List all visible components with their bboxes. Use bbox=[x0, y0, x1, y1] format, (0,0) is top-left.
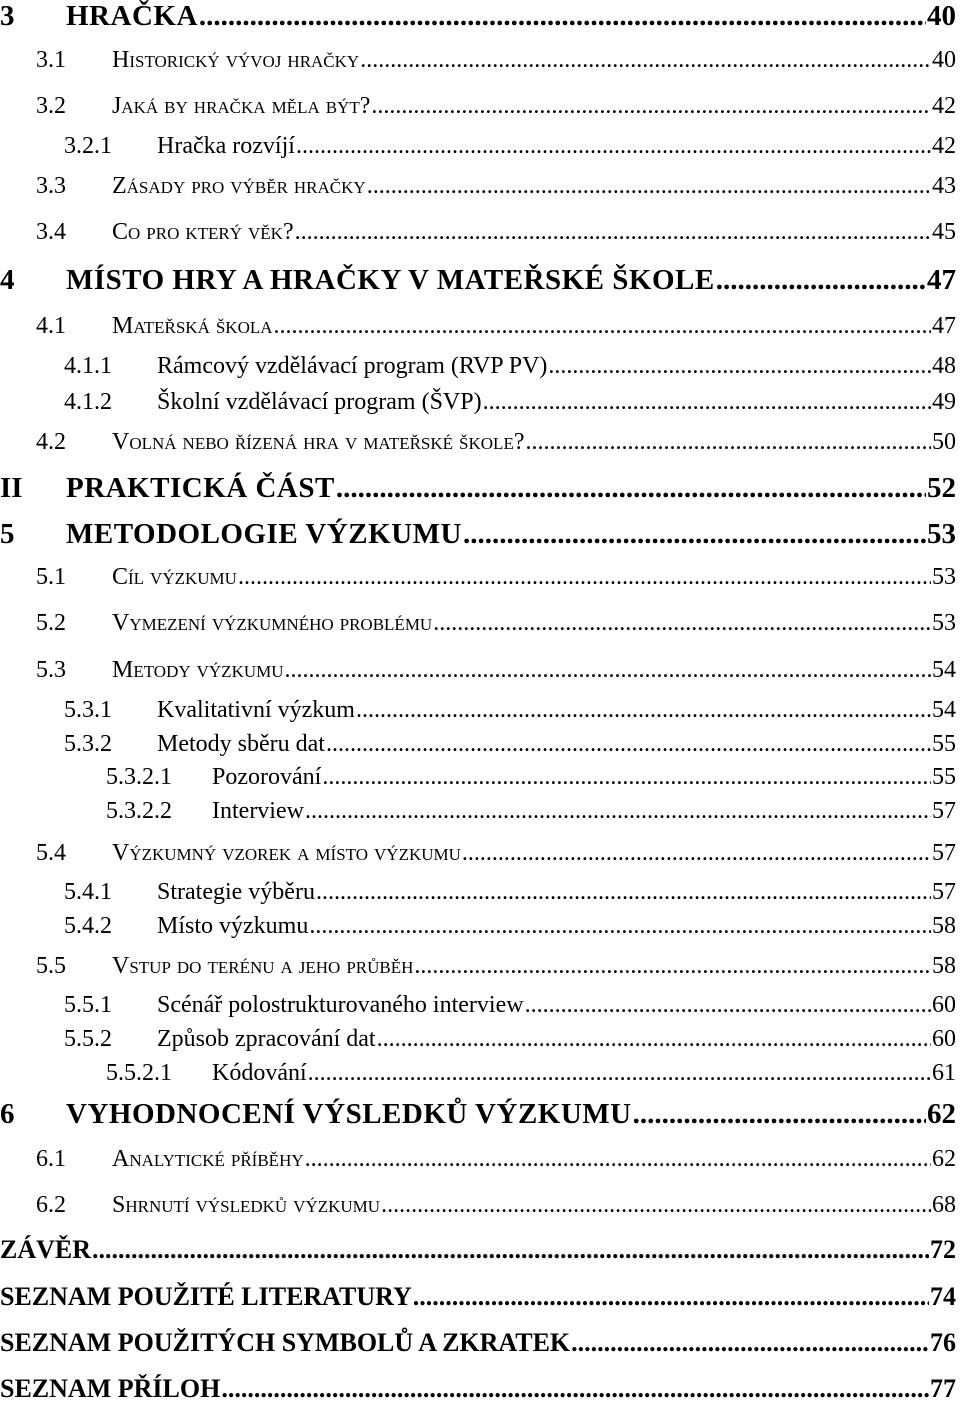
toc-entry[interactable] bbox=[0, 94, 956, 118]
toc-entry-title: HRAČKA bbox=[66, 0, 198, 32]
toc-entry-title: Rámcový vzdělávací program (RVP PV) bbox=[157, 353, 548, 379]
toc-entry-number: II bbox=[0, 472, 23, 504]
toc-entry[interactable] bbox=[0, 1193, 956, 1217]
toc-entry-title: Metody sběru dat bbox=[157, 731, 325, 757]
toc-entry-page-number: 60 bbox=[932, 1026, 956, 1052]
dot-leader bbox=[414, 954, 931, 978]
toc-entry[interactable] bbox=[0, 799, 956, 823]
toc-entry-number: 5.3.2.1 bbox=[106, 764, 172, 790]
toc-entry-title: Scénář polostrukturovaného interview bbox=[157, 992, 524, 1018]
toc-entry-page-number: 55 bbox=[932, 764, 956, 790]
toc-entry-page-number: 54 bbox=[932, 697, 956, 723]
toc-entry[interactable] bbox=[0, 880, 956, 904]
toc-entry-page-number: 52 bbox=[927, 472, 956, 504]
toc-entry-title: Metody výzkumu bbox=[112, 657, 284, 683]
toc-entry-page-number: 53 bbox=[932, 610, 956, 636]
toc-entry-number: 4.2 bbox=[36, 429, 66, 455]
toc-entry-title: Kvalitativní výzkum bbox=[157, 697, 355, 723]
toc-entry-number: 3.1 bbox=[36, 47, 66, 73]
toc-entry[interactable] bbox=[0, 48, 956, 72]
toc-entry[interactable] bbox=[0, 1100, 956, 1129]
toc-entry-number: 6.2 bbox=[36, 1192, 66, 1218]
toc-entry-title: SEZNAM POUŽITÉ LITERATURY bbox=[0, 1282, 412, 1311]
toc-entry-title: Výzkumný vzorek a místo výzkumu bbox=[112, 840, 461, 866]
toc-entry-number: 3 bbox=[0, 0, 15, 32]
toc-entry-number: 4.1.2 bbox=[64, 389, 112, 415]
toc-entry-title: Způsob zpracování dat bbox=[157, 1026, 376, 1052]
toc-entry-number: 5.1 bbox=[36, 564, 66, 590]
toc-entry-title: Hračka rozvíjí bbox=[157, 133, 295, 159]
toc-entry-title: Školní vzdělávací program (ŠVP) bbox=[157, 389, 482, 415]
toc-entry-title: Místo výzkumu bbox=[157, 913, 309, 939]
dot-leader bbox=[199, 2, 926, 31]
toc-entry-title: SEZNAM POUŽITÝCH SYMBOLŮ A ZKRATEK bbox=[0, 1328, 571, 1357]
dot-leader bbox=[305, 799, 931, 823]
toc-entry[interactable] bbox=[0, 314, 956, 338]
toc-entry-number: 5.4.1 bbox=[64, 879, 112, 905]
toc-entry-page-number: 47 bbox=[927, 264, 956, 296]
toc-entry-page-number: 60 bbox=[932, 992, 956, 1018]
dot-leader bbox=[274, 314, 931, 338]
toc-entry[interactable] bbox=[0, 993, 956, 1017]
dot-leader bbox=[309, 914, 931, 938]
toc-entry-page-number: 61 bbox=[932, 1060, 956, 1086]
toc-entry-number: 6 bbox=[0, 1098, 15, 1130]
toc-entry[interactable] bbox=[0, 2, 956, 31]
toc-entry-page-number: 62 bbox=[932, 1146, 956, 1172]
toc-entry-title: SEZNAM PŘÍLOH bbox=[0, 1374, 221, 1403]
dot-leader bbox=[371, 94, 931, 118]
toc-entry-number: 3.2 bbox=[36, 93, 66, 119]
toc-entry-number: 5.3.1 bbox=[64, 697, 112, 723]
toc-entry[interactable] bbox=[0, 1061, 956, 1085]
toc-entry-page-number: 77 bbox=[930, 1374, 956, 1403]
toc-entry-page-number: 57 bbox=[932, 798, 956, 824]
toc-entry-title: Interview bbox=[212, 798, 304, 824]
dot-leader bbox=[360, 48, 931, 72]
toc-entry[interactable] bbox=[0, 611, 956, 635]
dot-leader bbox=[413, 1284, 929, 1310]
dot-leader bbox=[571, 1330, 929, 1356]
toc-entry[interactable] bbox=[0, 134, 956, 158]
toc-entry[interactable] bbox=[0, 1147, 956, 1171]
toc-entry-number: 4.1.1 bbox=[64, 353, 112, 379]
toc-entry-title: VYHODNOCENÍ VÝSLEDKŮ VÝZKUMU bbox=[66, 1098, 632, 1130]
toc-entry-page-number: 58 bbox=[932, 913, 956, 939]
toc-entry[interactable] bbox=[0, 1376, 956, 1402]
dot-leader bbox=[548, 354, 931, 378]
toc-entry-page-number: 47 bbox=[932, 313, 956, 339]
toc-entry[interactable] bbox=[0, 266, 956, 295]
toc-entry[interactable] bbox=[0, 914, 956, 938]
toc-entry-number: 3.3 bbox=[36, 173, 66, 199]
dot-leader bbox=[92, 1237, 929, 1263]
dot-leader bbox=[433, 611, 931, 635]
toc-entry[interactable] bbox=[0, 765, 956, 789]
toc-entry-title: Zásady pro výběr hračky bbox=[112, 173, 366, 199]
toc-entry-title: Kódování bbox=[212, 1060, 307, 1086]
toc-entry-page-number: 45 bbox=[932, 219, 956, 245]
toc-entry-page-number: 43 bbox=[932, 173, 956, 199]
toc-entry-page-number: 57 bbox=[932, 879, 956, 905]
toc-entry-page-number: 53 bbox=[927, 518, 956, 550]
toc-entry-number: 5.5.2 bbox=[64, 1026, 112, 1052]
toc-entry[interactable] bbox=[0, 354, 956, 378]
dot-leader bbox=[322, 765, 931, 789]
toc-entry-number: 5.4 bbox=[36, 840, 66, 866]
toc-entry-number: 5.3.2 bbox=[64, 731, 112, 757]
toc-entry[interactable] bbox=[0, 658, 956, 682]
toc-entry[interactable] bbox=[0, 565, 956, 589]
toc-entry-number: 5.3.2.2 bbox=[106, 798, 172, 824]
dot-leader bbox=[296, 134, 931, 158]
dot-leader bbox=[716, 266, 926, 295]
dot-leader bbox=[633, 1100, 926, 1129]
toc-entry-page-number: 49 bbox=[932, 389, 956, 415]
toc-entry-page-number: 57 bbox=[932, 840, 956, 866]
toc-entry-title: Co pro který věk? bbox=[112, 219, 294, 245]
toc-entry-number: 4 bbox=[0, 264, 15, 296]
dot-leader bbox=[462, 841, 931, 865]
toc-entry[interactable] bbox=[0, 1284, 956, 1310]
dot-leader bbox=[221, 1376, 929, 1402]
toc-entry[interactable] bbox=[0, 698, 956, 722]
toc-entry-title: Shrnutí výsledků výzkumu bbox=[112, 1192, 381, 1218]
toc-entry-number: 5.5.1 bbox=[64, 992, 112, 1018]
dot-leader bbox=[285, 658, 931, 682]
dot-leader bbox=[483, 390, 931, 414]
toc-entry-page-number: 40 bbox=[927, 0, 956, 32]
toc-entry-title: MÍSTO HRY A HRAČKY V MATEŘSKÉ ŠKOLE bbox=[66, 264, 715, 296]
toc-entry-title: PRAKTICKÁ ČÁST bbox=[66, 472, 335, 504]
toc-entry-number: 5.5.2.1 bbox=[106, 1060, 172, 1086]
toc-entry-title: Pozorování bbox=[212, 764, 322, 790]
toc-entry-page-number: 50 bbox=[932, 429, 956, 455]
toc-entry-page-number: 58 bbox=[932, 953, 956, 979]
toc-entry-number: 5.4.2 bbox=[64, 913, 112, 939]
toc-entry[interactable] bbox=[0, 430, 956, 454]
toc-entry-title: Cíl výzkumu bbox=[112, 564, 237, 590]
toc-entry-number: 4.1 bbox=[36, 313, 66, 339]
dot-leader bbox=[316, 880, 931, 904]
toc-entry-number: 5.5 bbox=[36, 953, 66, 979]
toc-entry-page-number: 62 bbox=[927, 1098, 956, 1130]
toc-entry-number: 6.1 bbox=[36, 1146, 66, 1172]
toc-entry-number: 5.3 bbox=[36, 657, 66, 683]
toc-entry-number: 3.2.1 bbox=[64, 133, 112, 159]
dot-leader bbox=[356, 698, 931, 722]
dot-leader bbox=[295, 220, 931, 244]
toc-entry-number: 5.2 bbox=[36, 610, 66, 636]
toc-entry[interactable] bbox=[0, 841, 956, 865]
dot-leader bbox=[525, 430, 931, 454]
toc-entry[interactable] bbox=[0, 1027, 956, 1051]
toc-entry-page-number: 76 bbox=[930, 1328, 956, 1357]
dot-leader bbox=[238, 565, 931, 589]
toc-entry[interactable] bbox=[0, 520, 956, 549]
toc-entry-page-number: 42 bbox=[932, 133, 956, 159]
toc-entry-page-number: 53 bbox=[932, 564, 956, 590]
toc-entry-title: METODOLOGIE VÝZKUMU bbox=[66, 518, 462, 550]
toc-entry-page-number: 55 bbox=[932, 731, 956, 757]
toc-entry-title: Jaká by hračka měla být? bbox=[112, 93, 371, 119]
dot-leader bbox=[308, 1061, 931, 1085]
dot-leader bbox=[326, 732, 931, 756]
toc-entry[interactable] bbox=[0, 1237, 956, 1263]
toc-entry-title: Volná nebo řízená hra v mateřské škole? bbox=[112, 429, 525, 455]
dot-leader bbox=[305, 1147, 931, 1171]
dot-leader bbox=[377, 1027, 931, 1051]
toc-entry-page-number: 68 bbox=[932, 1192, 956, 1218]
dot-leader bbox=[381, 1193, 931, 1217]
dot-leader bbox=[463, 520, 926, 549]
dot-leader bbox=[367, 174, 931, 198]
toc-entry-title: Vymezení výzkumného problému bbox=[112, 610, 433, 636]
toc-entry[interactable] bbox=[0, 220, 956, 244]
toc-entry-title: Analytické příběhy bbox=[112, 1146, 304, 1172]
toc-entry[interactable] bbox=[0, 954, 956, 978]
dot-leader bbox=[336, 474, 926, 503]
toc-entry-title: Mateřská škola bbox=[112, 313, 273, 339]
toc-entry-page-number: 54 bbox=[932, 657, 956, 683]
toc-entry-number: 3.4 bbox=[36, 219, 66, 245]
toc-entry-page-number: 74 bbox=[930, 1282, 956, 1311]
toc-entry-title: Strategie výběru bbox=[157, 879, 315, 905]
toc-entry[interactable] bbox=[0, 732, 956, 756]
toc-entry[interactable] bbox=[0, 474, 956, 503]
toc-entry[interactable] bbox=[0, 390, 956, 414]
toc-entry-title: Vstup do terénu a jeho průběh bbox=[112, 953, 414, 979]
dot-leader bbox=[525, 993, 931, 1017]
toc-entry[interactable] bbox=[0, 1330, 956, 1356]
toc-entry-page-number: 42 bbox=[932, 93, 956, 119]
toc-entry-title: Historický vývoj hračky bbox=[112, 47, 360, 73]
toc-entry-number: 5 bbox=[0, 518, 15, 550]
toc-entry-page-number: 48 bbox=[932, 353, 956, 379]
toc-entry-page-number: 40 bbox=[932, 47, 956, 73]
toc-entry[interactable] bbox=[0, 174, 956, 198]
toc-entry-page-number: 72 bbox=[930, 1235, 956, 1264]
toc-entry-title: ZÁVĚR bbox=[0, 1235, 92, 1264]
